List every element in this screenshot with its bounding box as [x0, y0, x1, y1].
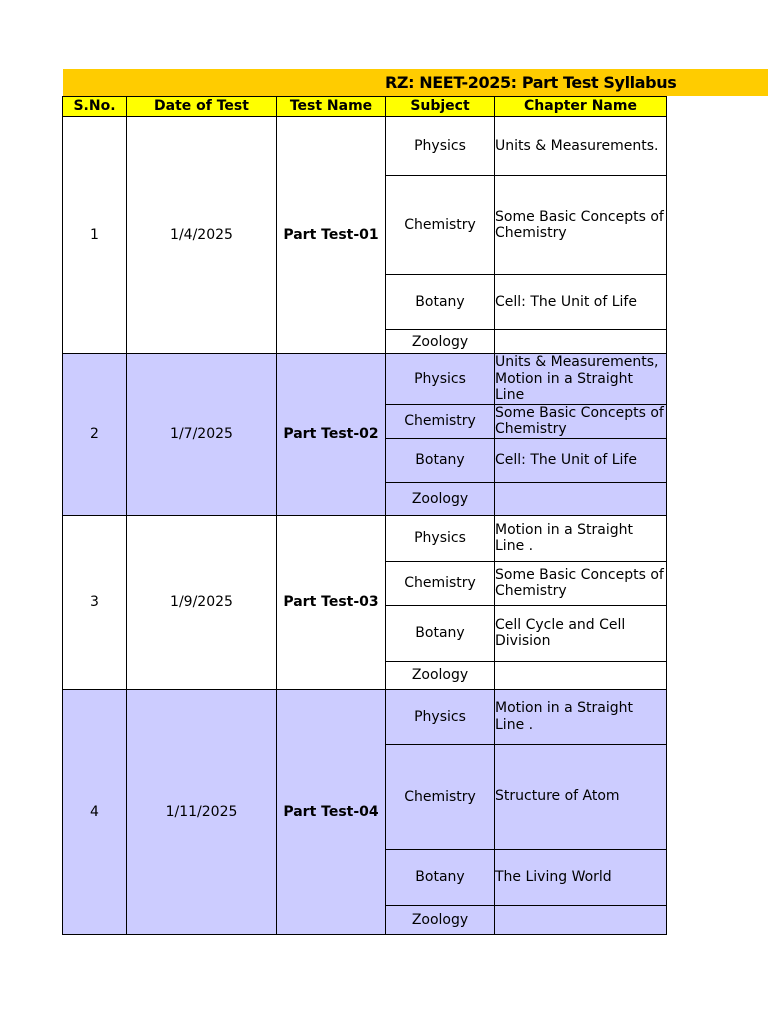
chapter-cell[interactable]: Units & Measurements, Motion in a Straight Line	[495, 354, 667, 405]
header-test-name[interactable]: Test Name	[277, 97, 386, 117]
header-date[interactable]: Date of Test	[127, 97, 277, 117]
sno-cell[interactable]: 4	[63, 689, 127, 934]
subject-cell[interactable]: Zoology	[386, 330, 495, 354]
header-subject[interactable]: Subject	[386, 97, 495, 117]
table-row	[63, 354, 667, 405]
subject-cell[interactable]: Chemistry	[386, 176, 495, 275]
date-cell[interactable]: 1/4/2025	[127, 117, 277, 354]
chapter-cell[interactable]: Some Basic Concepts of Chemistry	[495, 176, 667, 275]
syllabus-table	[62, 96, 667, 935]
subject-cell[interactable]: Botany	[386, 275, 495, 330]
test-name-cell[interactable]: Part Test-02	[277, 354, 386, 516]
subject-cell[interactable]: Zoology	[386, 482, 495, 515]
subject-cell[interactable]: Zoology	[386, 905, 495, 934]
chapter-cell[interactable]	[495, 330, 667, 354]
chapter-cell[interactable]: Structure of Atom	[495, 744, 667, 849]
subject-cell[interactable]: Physics	[386, 689, 495, 744]
header-row	[63, 97, 667, 117]
subject-cell[interactable]: Botany	[386, 849, 495, 905]
header-sno[interactable]: S.No.	[63, 97, 127, 117]
chapter-cell[interactable]: Motion in a Straight Line .	[495, 689, 667, 744]
date-cell[interactable]: 1/11/2025	[127, 689, 277, 934]
chapter-cell[interactable]: The Living World	[495, 849, 667, 905]
subject-cell[interactable]: Physics	[386, 117, 495, 176]
sno-cell[interactable]: 3	[63, 515, 127, 689]
chapter-cell[interactable]: Cell: The Unit of Life	[495, 275, 667, 330]
test-name-cell[interactable]: Part Test-03	[277, 515, 386, 689]
subject-cell[interactable]: Physics	[386, 354, 495, 405]
chapter-cell[interactable]: Some Basic Concepts of Chemistry	[495, 561, 667, 605]
subject-cell[interactable]: Botany	[386, 438, 495, 482]
chapter-cell[interactable]	[495, 905, 667, 934]
sno-cell[interactable]: 1	[63, 117, 127, 354]
date-cell[interactable]: 1/7/2025	[127, 354, 277, 516]
chapter-cell[interactable]	[495, 482, 667, 515]
chapter-cell[interactable]: Units & Measurements.	[495, 117, 667, 176]
subject-cell[interactable]: Chemistry	[386, 404, 495, 438]
test-name-cell[interactable]: Part Test-01	[277, 117, 386, 354]
subject-cell[interactable]: Botany	[386, 605, 495, 661]
chapter-cell[interactable]	[495, 661, 667, 689]
chapter-cell[interactable]: Some Basic Concepts of Chemistry	[495, 404, 667, 438]
date-cell[interactable]: 1/9/2025	[127, 515, 277, 689]
chapter-cell[interactable]: Motion in a Straight Line .	[495, 515, 667, 561]
subject-cell[interactable]: Zoology	[386, 661, 495, 689]
sno-cell[interactable]: 2	[63, 354, 127, 516]
table-body	[63, 117, 667, 935]
table-row	[63, 515, 667, 561]
table-row	[63, 117, 667, 176]
subject-cell[interactable]: Physics	[386, 515, 495, 561]
header-chapter[interactable]: Chapter Name	[495, 97, 667, 117]
sheet-title: RZ: NEET-2025: Part Test Syllabus	[385, 73, 677, 92]
subject-cell[interactable]: Chemistry	[386, 561, 495, 605]
chapter-cell[interactable]: Cell Cycle and Cell Division	[495, 605, 667, 661]
test-name-cell[interactable]: Part Test-04	[277, 689, 386, 934]
table-row	[63, 689, 667, 744]
chapter-cell[interactable]: Cell: The Unit of Life	[495, 438, 667, 482]
subject-cell[interactable]: Chemistry	[386, 744, 495, 849]
